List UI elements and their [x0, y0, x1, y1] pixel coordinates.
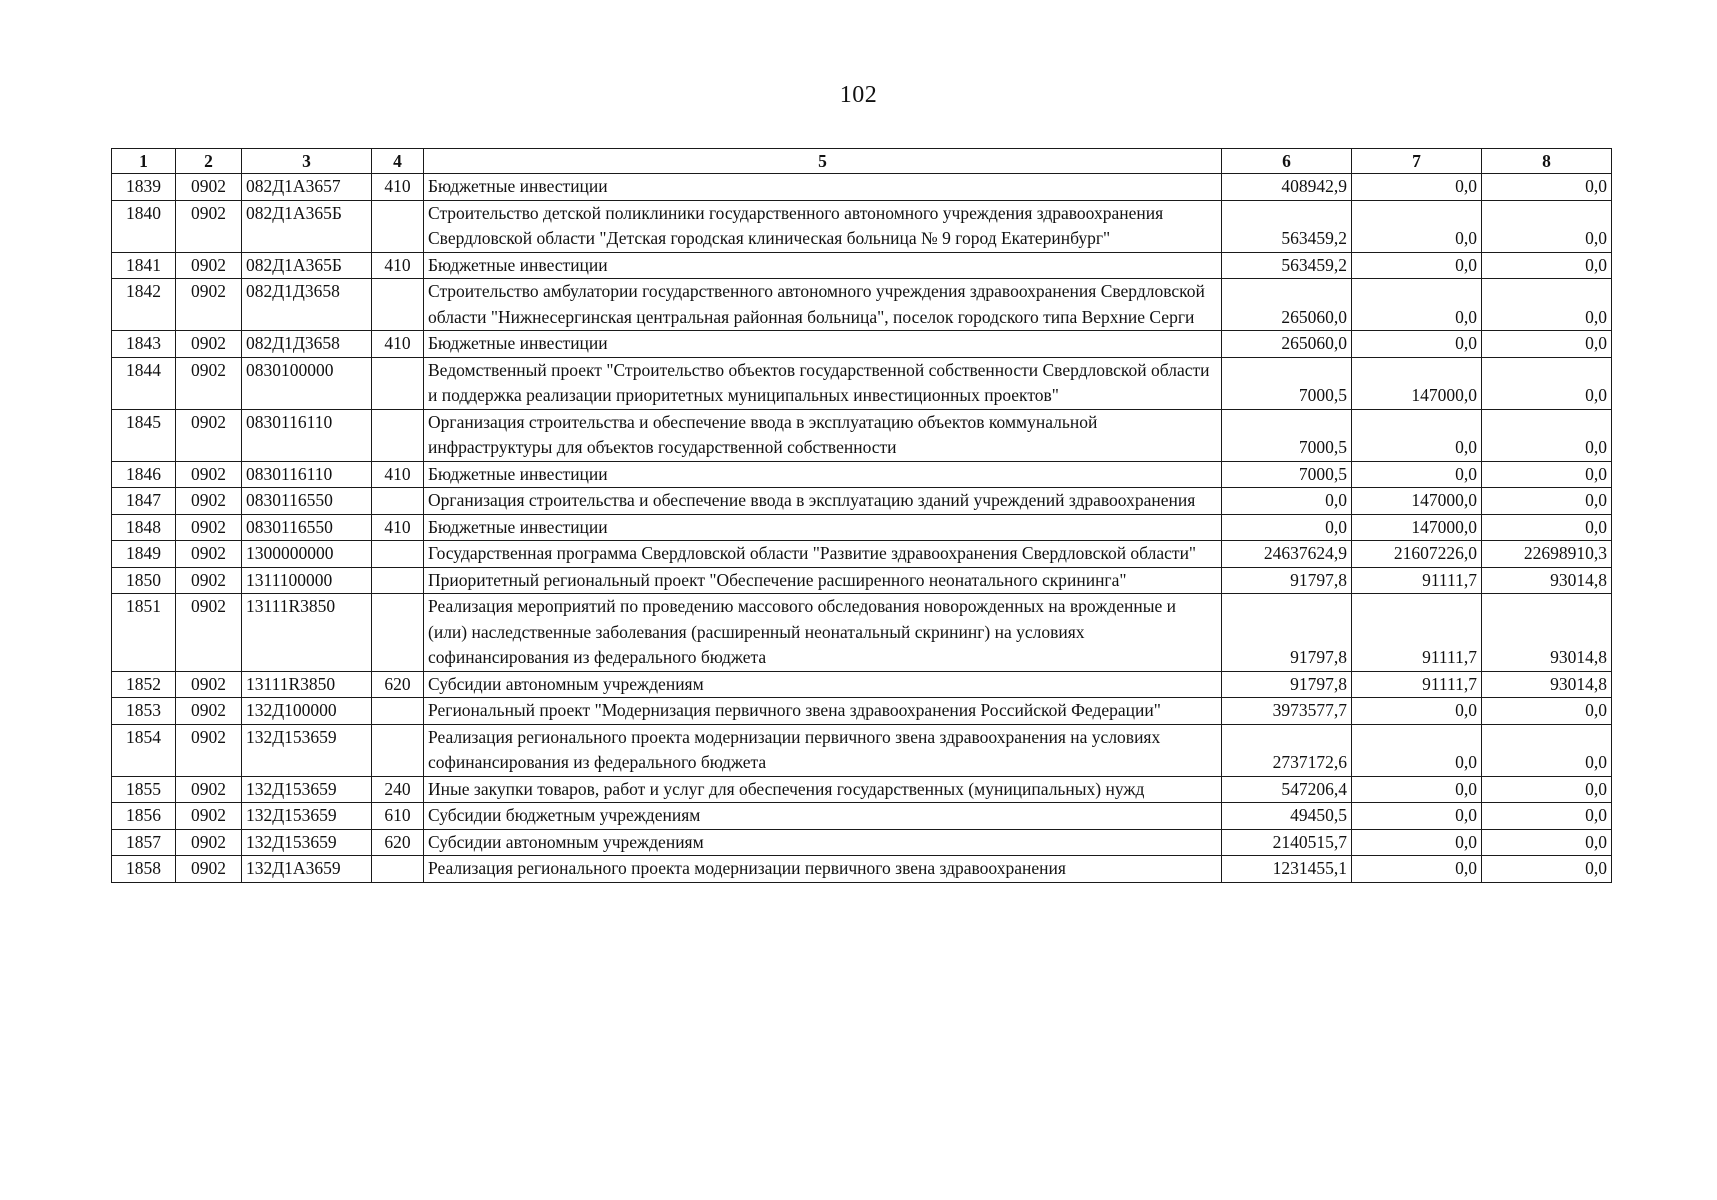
- amount-col-8-cell: 0,0: [1482, 357, 1612, 409]
- amount-col-7-cell: 91111,7: [1352, 594, 1482, 672]
- section-code-cell: 0902: [176, 541, 242, 568]
- section-code-cell: 0902: [176, 567, 242, 594]
- expense-type-cell: [372, 698, 424, 725]
- expense-type-cell: 410: [372, 331, 424, 358]
- amount-col-6-cell: 7000,5: [1222, 461, 1352, 488]
- expense-type-cell: [372, 488, 424, 515]
- section-code-cell: 0902: [176, 856, 242, 883]
- section-code-cell: 0902: [176, 357, 242, 409]
- amount-col-6-cell: 91797,8: [1222, 567, 1352, 594]
- amount-col-6-cell: 7000,5: [1222, 409, 1352, 461]
- item-name-cell: Организация строительства и обеспечение ввода в эксплуатацию зданий учреждений здравоохранения: [424, 488, 1222, 515]
- row-number-cell: 1851: [112, 594, 176, 672]
- section-code-cell: 0902: [176, 488, 242, 515]
- target-code-cell: 0830116110: [242, 409, 372, 461]
- header-col-6: 6: [1222, 149, 1352, 174]
- amount-col-8-cell: 93014,8: [1482, 567, 1612, 594]
- amount-col-6-cell: 2737172,6: [1222, 724, 1352, 776]
- section-code-cell: 0902: [176, 594, 242, 672]
- table-row: [112, 514, 1612, 541]
- amount-col-8-cell: 0,0: [1482, 698, 1612, 725]
- item-name-cell: Строительство амбулатории государственного автономного учреждения здравоохранения Свердловской области "Нижнесергинская центральная районная больница", поселок городского типа Верхние Серги: [424, 279, 1222, 331]
- amount-col-6-cell: 24637624,9: [1222, 541, 1352, 568]
- amount-col-8-cell: 0,0: [1482, 174, 1612, 201]
- section-code-cell: 0902: [176, 279, 242, 331]
- amount-col-7-cell: 0,0: [1352, 174, 1482, 201]
- target-code-cell: 132Д153659: [242, 829, 372, 856]
- amount-col-6-cell: 408942,9: [1222, 174, 1352, 201]
- amount-col-8-cell: 0,0: [1482, 829, 1612, 856]
- item-name-cell: Субсидии бюджетным учреждениям: [424, 803, 1222, 830]
- section-code-cell: 0902: [176, 724, 242, 776]
- table-row: [112, 594, 1612, 672]
- table-row: [112, 174, 1612, 201]
- target-code-cell: 13111R3850: [242, 671, 372, 698]
- row-number-cell: 1847: [112, 488, 176, 515]
- amount-col-8-cell: 93014,8: [1482, 594, 1612, 672]
- section-code-cell: 0902: [176, 331, 242, 358]
- header-col-8: 8: [1482, 149, 1612, 174]
- section-code-cell: 0902: [176, 461, 242, 488]
- target-code-cell: 082Д1А365Б: [242, 252, 372, 279]
- table-row: [112, 200, 1612, 252]
- table-header: [112, 149, 1612, 174]
- amount-col-6-cell: 1231455,1: [1222, 856, 1352, 883]
- expense-type-cell: [372, 567, 424, 594]
- header-col-2: 2: [176, 149, 242, 174]
- expense-type-cell: 410: [372, 514, 424, 541]
- expense-type-cell: [372, 724, 424, 776]
- table-row: [112, 567, 1612, 594]
- amount-col-7-cell: 0,0: [1352, 776, 1482, 803]
- item-name-cell: Реализация регионального проекта модернизации первичного звена здравоохранения: [424, 856, 1222, 883]
- amount-col-6-cell: 563459,2: [1222, 200, 1352, 252]
- item-name-cell: Строительство детской поликлиники государственного автономного учреждения здравоохранения Свердловской области "Детская городская клиническая больница № 9 город Екатеринбург": [424, 200, 1222, 252]
- amount-col-8-cell: 0,0: [1482, 803, 1612, 830]
- amount-col-7-cell: 91111,7: [1352, 671, 1482, 698]
- amount-col-6-cell: 265060,0: [1222, 331, 1352, 358]
- amount-col-7-cell: 0,0: [1352, 698, 1482, 725]
- item-name-cell: Субсидии автономным учреждениям: [424, 829, 1222, 856]
- row-number-cell: 1853: [112, 698, 176, 725]
- amount-col-7-cell: 91111,7: [1352, 567, 1482, 594]
- section-code-cell: 0902: [176, 698, 242, 725]
- target-code-cell: 13111R3850: [242, 594, 372, 672]
- row-number-cell: 1858: [112, 856, 176, 883]
- expense-type-cell: [372, 541, 424, 568]
- budget-table: [111, 148, 1612, 883]
- row-number-cell: 1856: [112, 803, 176, 830]
- amount-col-6-cell: 0,0: [1222, 488, 1352, 515]
- expense-type-cell: [372, 594, 424, 672]
- amount-col-7-cell: 0,0: [1352, 331, 1482, 358]
- amount-col-7-cell: 0,0: [1352, 200, 1482, 252]
- row-number-cell: 1846: [112, 461, 176, 488]
- amount-col-8-cell: 0,0: [1482, 279, 1612, 331]
- header-row: [112, 149, 1612, 174]
- amount-col-7-cell: 0,0: [1352, 856, 1482, 883]
- target-code-cell: 0830116110: [242, 461, 372, 488]
- row-number-cell: 1854: [112, 724, 176, 776]
- amount-col-7-cell: 21607226,0: [1352, 541, 1482, 568]
- section-code-cell: 0902: [176, 409, 242, 461]
- table-row: [112, 357, 1612, 409]
- header-col-7: 7: [1352, 149, 1482, 174]
- row-number-cell: 1841: [112, 252, 176, 279]
- item-name-cell: Субсидии автономным учреждениям: [424, 671, 1222, 698]
- amount-col-8-cell: 0,0: [1482, 856, 1612, 883]
- item-name-cell: Бюджетные инвестиции: [424, 174, 1222, 201]
- table-row: [112, 461, 1612, 488]
- row-number-cell: 1839: [112, 174, 176, 201]
- item-name-cell: Реализация мероприятий по проведению массового обследования новорожденных на врожденные и (или) наследственные заболевания (расширенный неонатальный скрининг) на условиях софинансирования из федерального бюджета: [424, 594, 1222, 672]
- row-number-cell: 1843: [112, 331, 176, 358]
- row-number-cell: 1849: [112, 541, 176, 568]
- table-row: [112, 724, 1612, 776]
- amount-col-7-cell: 147000,0: [1352, 488, 1482, 515]
- header-col-1: 1: [112, 149, 176, 174]
- section-code-cell: 0902: [176, 671, 242, 698]
- amount-col-6-cell: 49450,5: [1222, 803, 1352, 830]
- header-col-5: 5: [424, 149, 1222, 174]
- item-name-cell: Бюджетные инвестиции: [424, 514, 1222, 541]
- table-row: [112, 856, 1612, 883]
- amount-col-8-cell: 0,0: [1482, 776, 1612, 803]
- amount-col-8-cell: 93014,8: [1482, 671, 1612, 698]
- item-name-cell: Организация строительства и обеспечение ввода в эксплуатацию объектов коммунальной инфраструктуры для объектов государственной собственности: [424, 409, 1222, 461]
- target-code-cell: 132Д153659: [242, 803, 372, 830]
- table-row: [112, 671, 1612, 698]
- amount-col-8-cell: 0,0: [1482, 200, 1612, 252]
- table-row: [112, 488, 1612, 515]
- amount-col-6-cell: 547206,4: [1222, 776, 1352, 803]
- section-code-cell: 0902: [176, 776, 242, 803]
- expense-type-cell: 410: [372, 174, 424, 201]
- expense-type-cell: 620: [372, 829, 424, 856]
- row-number-cell: 1845: [112, 409, 176, 461]
- amount-col-6-cell: 2140515,7: [1222, 829, 1352, 856]
- section-code-cell: 0902: [176, 252, 242, 279]
- target-code-cell: 132Д100000: [242, 698, 372, 725]
- row-number-cell: 1844: [112, 357, 176, 409]
- target-code-cell: 082Д1Д3658: [242, 279, 372, 331]
- section-code-cell: 0902: [176, 174, 242, 201]
- header-col-4: 4: [372, 149, 424, 174]
- expense-type-cell: 620: [372, 671, 424, 698]
- item-name-cell: Бюджетные инвестиции: [424, 331, 1222, 358]
- item-name-cell: Бюджетные инвестиции: [424, 252, 1222, 279]
- amount-col-7-cell: 0,0: [1352, 461, 1482, 488]
- amount-col-7-cell: 0,0: [1352, 409, 1482, 461]
- target-code-cell: 1311100000: [242, 567, 372, 594]
- amount-col-8-cell: 0,0: [1482, 409, 1612, 461]
- row-number-cell: 1850: [112, 567, 176, 594]
- amount-col-6-cell: 563459,2: [1222, 252, 1352, 279]
- table-row: [112, 331, 1612, 358]
- amount-col-7-cell: 0,0: [1352, 803, 1482, 830]
- expense-type-cell: 410: [372, 252, 424, 279]
- expense-type-cell: [372, 279, 424, 331]
- target-code-cell: 082Д1А3657: [242, 174, 372, 201]
- table-row: [112, 252, 1612, 279]
- section-code-cell: 0902: [176, 803, 242, 830]
- amount-col-7-cell: 0,0: [1352, 829, 1482, 856]
- amount-col-8-cell: 0,0: [1482, 514, 1612, 541]
- table-row: [112, 803, 1612, 830]
- table-row: [112, 698, 1612, 725]
- table-row: [112, 409, 1612, 461]
- amount-col-6-cell: 91797,8: [1222, 671, 1352, 698]
- target-code-cell: 1300000000: [242, 541, 372, 568]
- table-row: [112, 279, 1612, 331]
- expense-type-cell: 240: [372, 776, 424, 803]
- expense-type-cell: 610: [372, 803, 424, 830]
- amount-col-8-cell: 0,0: [1482, 461, 1612, 488]
- row-number-cell: 1855: [112, 776, 176, 803]
- target-code-cell: 0830116550: [242, 514, 372, 541]
- target-code-cell: 082Д1А365Б: [242, 200, 372, 252]
- row-number-cell: 1857: [112, 829, 176, 856]
- table-row: [112, 829, 1612, 856]
- amount-col-8-cell: 0,0: [1482, 331, 1612, 358]
- page-number: 102: [839, 82, 878, 108]
- target-code-cell: 082Д1Д3658: [242, 331, 372, 358]
- expense-type-cell: [372, 200, 424, 252]
- amount-col-8-cell: 0,0: [1482, 252, 1612, 279]
- item-name-cell: Реализация регионального проекта модернизации первичного звена здравоохранения на условиях софинансирования из федерального бюджета: [424, 724, 1222, 776]
- amount-col-8-cell: 22698910,3: [1482, 541, 1612, 568]
- section-code-cell: 0902: [176, 200, 242, 252]
- row-number-cell: 1848: [112, 514, 176, 541]
- amount-col-7-cell: 0,0: [1352, 252, 1482, 279]
- amount-col-6-cell: 91797,8: [1222, 594, 1352, 672]
- section-code-cell: 0902: [176, 514, 242, 541]
- header-col-3: 3: [242, 149, 372, 174]
- item-name-cell: Бюджетные инвестиции: [424, 461, 1222, 488]
- amount-col-8-cell: 0,0: [1482, 488, 1612, 515]
- target-code-cell: 0830100000: [242, 357, 372, 409]
- expense-type-cell: [372, 357, 424, 409]
- expense-type-cell: 410: [372, 461, 424, 488]
- amount-col-8-cell: 0,0: [1482, 724, 1612, 776]
- amount-col-6-cell: 3973577,7: [1222, 698, 1352, 725]
- expense-type-cell: [372, 856, 424, 883]
- amount-col-6-cell: 7000,5: [1222, 357, 1352, 409]
- target-code-cell: 132Д153659: [242, 776, 372, 803]
- target-code-cell: 132Д153659: [242, 724, 372, 776]
- amount-col-6-cell: 265060,0: [1222, 279, 1352, 331]
- amount-col-6-cell: 0,0: [1222, 514, 1352, 541]
- item-name-cell: Государственная программа Свердловской области "Развитие здравоохранения Свердловской области": [424, 541, 1222, 568]
- row-number-cell: 1852: [112, 671, 176, 698]
- table-row: [112, 776, 1612, 803]
- row-number-cell: 1840: [112, 200, 176, 252]
- item-name-cell: Ведомственный проект "Строительство объектов государственной собственности Свердловской области и поддержка реализации приоритетных муниципальных инвестиционных проектов": [424, 357, 1222, 409]
- item-name-cell: Иные закупки товаров, работ и услуг для обеспечения государственных (муниципальных) нужд: [424, 776, 1222, 803]
- expense-type-cell: [372, 409, 424, 461]
- row-number-cell: 1842: [112, 279, 176, 331]
- table-row: [112, 541, 1612, 568]
- target-code-cell: 0830116550: [242, 488, 372, 515]
- target-code-cell: 132Д1А3659: [242, 856, 372, 883]
- amount-col-7-cell: 147000,0: [1352, 357, 1482, 409]
- section-code-cell: 0902: [176, 829, 242, 856]
- amount-col-7-cell: 0,0: [1352, 279, 1482, 331]
- amount-col-7-cell: 147000,0: [1352, 514, 1482, 541]
- amount-col-7-cell: 0,0: [1352, 724, 1482, 776]
- table-body: [112, 174, 1612, 883]
- item-name-cell: Приоритетный региональный проект "Обеспечение расширенного неонатального скрининга": [424, 567, 1222, 594]
- item-name-cell: Региональный проект "Модернизация первичного звена здравоохранения Российской Федерации": [424, 698, 1222, 725]
